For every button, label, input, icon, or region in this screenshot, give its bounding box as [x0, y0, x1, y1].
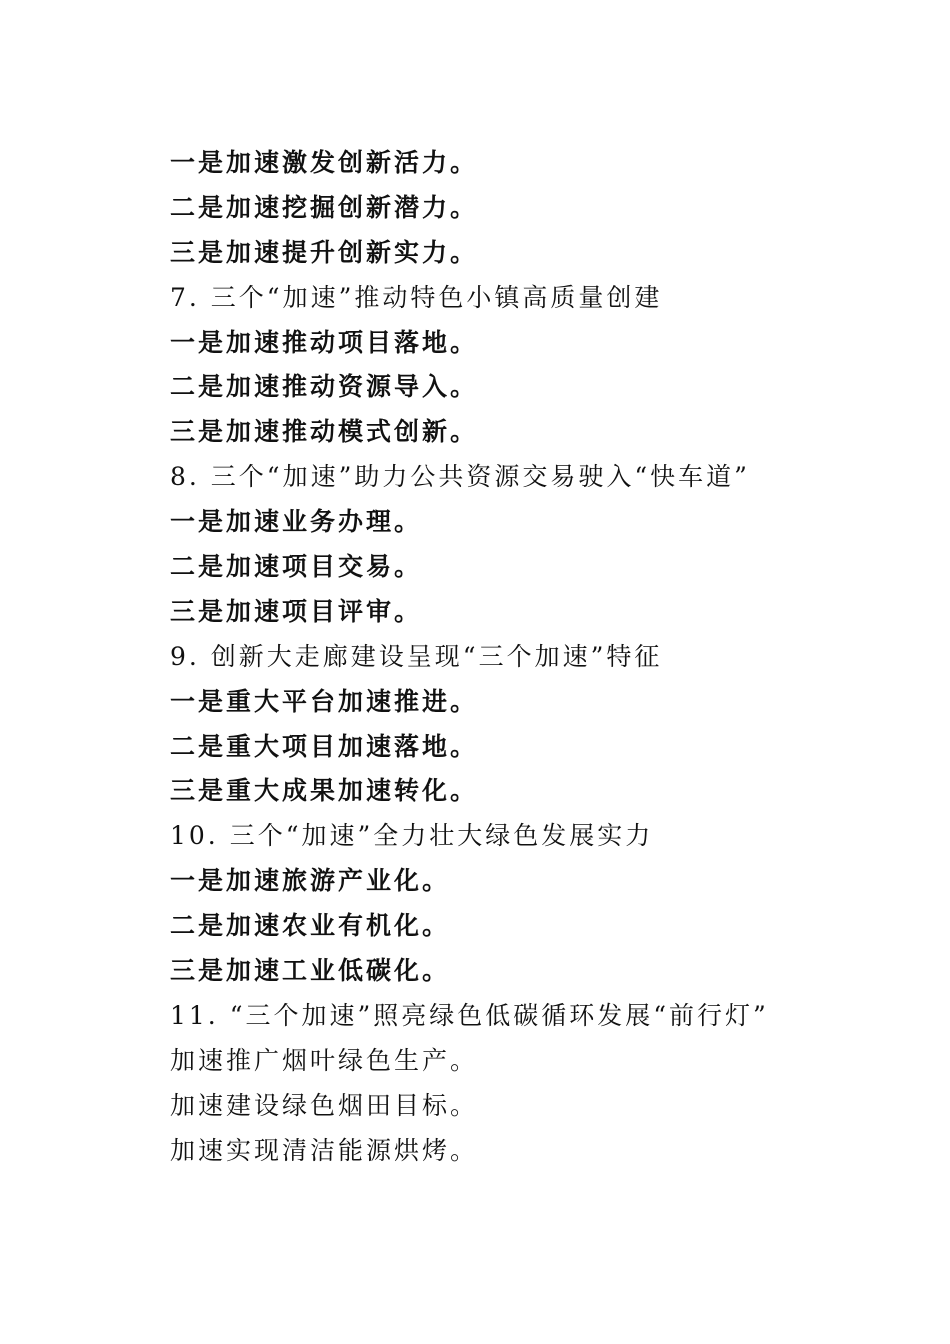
- section-heading: 8. 三个“加速”助力公共资源交易驶入“快车道”: [170, 462, 750, 492]
- point-line: 一是加速业务办理。: [170, 507, 423, 537]
- point-line: 三是加速推动模式创新。: [170, 417, 479, 447]
- point-line: 二是加速推动资源导入。: [170, 372, 479, 402]
- point-line: 二是重大项目加速落地。: [170, 731, 479, 761]
- section-heading: 10. 三个“加速”全力壮大绿色发展实力: [170, 821, 654, 851]
- point-line: 二是加速农业有机化。: [170, 911, 451, 941]
- point-line: 加速建设绿色烟田目标。: [170, 1090, 479, 1120]
- document-body: [170, 141, 870, 1173]
- section-heading: 11. “三个加速”照亮绿色低碳循环发展“前行灯”: [170, 1000, 769, 1030]
- point-line: 一是重大平台加速推进。: [170, 686, 479, 716]
- section-heading: 9. 创新大走廊建设呈现“三个加速”特征: [170, 641, 663, 671]
- point-line: 三是加速工业低碳化。: [170, 956, 451, 986]
- point-line: 一是加速旅游产业化。: [170, 866, 451, 896]
- section-heading: 7. 三个“加速”推动特色小镇高质量创建: [170, 282, 663, 312]
- point-line: 三是加速提升创新实力。: [170, 237, 479, 267]
- point-line: 一是加速激发创新活力。: [170, 148, 479, 177]
- point-line: 三是加速项目评审。: [170, 596, 423, 626]
- point-line: 加速推广烟叶绿色生产。: [170, 1045, 479, 1075]
- point-line: 加速实现清洁能源烘烤。: [170, 1135, 479, 1165]
- point-line: 三是重大成果加速转化。: [170, 776, 479, 806]
- point-line: 二是加速项目交易。: [170, 552, 423, 582]
- point-line: 二是加速挖掘创新潜力。: [170, 192, 479, 222]
- point-line: 一是加速推动项目落地。: [170, 327, 479, 357]
